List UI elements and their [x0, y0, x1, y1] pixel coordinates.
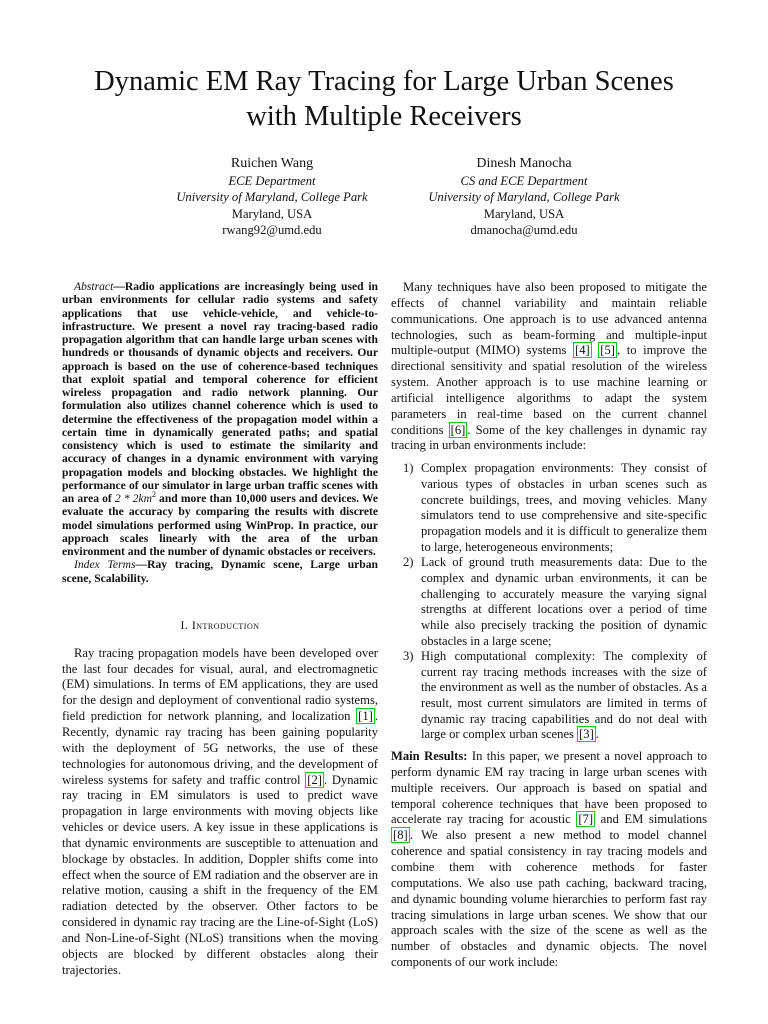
- paragraph-text: Many techniques have also been proposed to mitigate the effects of channel variability and maintain reliable communications. One approach is to use advanced antenna technologies, such as beam-forming and multiple-input multiple-output (MIMO) systems: [391, 280, 707, 358]
- intro-text: . Recently, dynamic ray tracing has been gaining popularity with the deployment of 5G networks, the use of these technologies for autonomous driving, and the development of wireless systems for safety and traffic control: [62, 709, 378, 787]
- list-number: 1): [403, 461, 414, 476]
- mitigation-paragraph: [391, 280, 707, 454]
- author-department: CS and ECE Department: [460, 174, 588, 188]
- title-line-2: with Multiple Receivers: [246, 101, 522, 132]
- main-results-paragraph: [391, 749, 707, 971]
- author-location: Maryland, USA: [231, 206, 313, 221]
- author-email: rwang92@umd.edu: [222, 223, 322, 238]
- paragraph-text: . We also present a new method to model channel coherence and spatial consistency in ray tracing models and combine them with coherence methods for faster computations. We also use path caching, backward tracing, and dynamic bounding volume hierarchies to perform fast ray tracing simulations in large urban scenes. We show that our approach scales with the size of the scene as well as the number of obstacles and dynamic objects. The novel components of our work include:: [391, 828, 707, 970]
- intro-paragraph: [62, 646, 378, 979]
- intro-text: Ray tracing propagation models have been developed over the last four decades for visual, aural, and electromagnetic (EM) simulations. In terms of EM applications, they are used for the design and deployment of conventional radio systems, field prediction for network planning, and localization: [62, 645, 378, 724]
- abstract-math-sup: 2: [151, 490, 156, 500]
- abstract-text-2: and more than 10,000 users and devices. We evaluate the accuracy by comparing the results with discrete model simulations performed using WinProp. In practice, our approach scales linearly with the area of the urban environment and the number of dynamic obstacles or receivers.: [62, 492, 378, 558]
- author-email: dmanocha@umd.edu: [470, 223, 578, 238]
- author-university: University of Maryland, College Park: [428, 190, 620, 205]
- author-location: Maryland, USA: [483, 206, 565, 221]
- citation-link[interactable]: [6]: [450, 422, 466, 437]
- author-name: Ruichen Wang: [230, 156, 314, 171]
- citation-link[interactable]: [4]: [575, 343, 590, 358]
- paragraph-text: . Some of the key challenges in dynamic ray tracing in urban environments include:: [391, 422, 707, 453]
- main-results-label: Main Results:: [391, 749, 468, 764]
- left-column: [62, 280, 378, 978]
- abstract-math: 2 * 2km: [114, 492, 152, 505]
- citation-link[interactable]: [7]: [578, 812, 594, 827]
- paragraph-text: , to improve the directional sensitivity and spatial resolution of the wireless system. Another approach is to use machine learning or artificial intelligence algorithms to adapt the system parameters in real-time based on the current channel conditions: [391, 343, 707, 437]
- list-item: [391, 461, 707, 555]
- citation-link[interactable]: [1]: [358, 709, 373, 724]
- intro-text: . Dynamic ray tracing in EM simulators is used to predict wave propagation in large environments with moving objects like vehicles or device users. A key issue in these applications is that dynamic environments are susceptible to attenuation and blockage by obstacles. In addition, Doppler shifts come into effect when the source of EM radiation and the observer are in relative motion, causing a shift in the frequency of the EM radiation detected by the observer. Other factors to be considered in dynamic ray tracing are the Line-of-Sight (LoS) and Non-Line-of-Sight (NLoS) transitions when the moving objects are blocked by different obstacles along their trajectories.: [62, 772, 378, 977]
- section-heading: [62, 618, 378, 632]
- author-university: University of Maryland, College Park: [176, 190, 368, 205]
- paper-title: [40, 64, 728, 134]
- list-number: 2): [403, 555, 414, 570]
- list-item: [391, 555, 707, 649]
- index-terms-label: Index Terms: [74, 558, 136, 572]
- section-number: I.: [180, 617, 189, 632]
- index-terms: [62, 558, 378, 585]
- citation-link[interactable]: [2]: [307, 772, 322, 787]
- list-text: Complex propagation environments: They consist of various types of obstacles in urban scenes such as concrete buildings, trees, and moving vehicles. Many simulators tend to use comprehensive and site-specific propagation models and it is difficult to generalize them to large, heterogeneous environments;: [421, 461, 707, 554]
- list-item: [391, 649, 707, 743]
- right-column: [391, 280, 707, 971]
- author-name: Dinesh Manocha: [476, 156, 572, 171]
- abstract: [62, 280, 378, 558]
- list-text-tail: .: [595, 727, 599, 742]
- section-title: Introduction: [191, 617, 260, 632]
- list-text: High computational complexity: The complexity of current ray tracing methods increases with the size of the environment as well as the number of obstacles. As a result, most current simulators are limited in terms of dynamic ray tracing capabilities and do not deal with large or complex urban scenes: [421, 649, 707, 742]
- challenges-list: [391, 461, 707, 743]
- author-block-2: [364, 155, 684, 239]
- index-terms-text: —Ray tracing, Dynamic scene, Large urban scene, Scalability.: [62, 558, 378, 585]
- paragraph-text: and EM simulations: [595, 812, 707, 827]
- title-line-1: Dynamic EM Ray Tracing for Large Urban Scenes: [94, 66, 674, 97]
- author-department: ECE Department: [228, 174, 316, 188]
- paragraph-text: In this paper, we present a novel approach to perform dynamic EM ray tracing in large urban scenes with multiple receivers. Our approach is based on spatial and temporal coherence techniques that have been proposed to accelerate ray tracing for acoustic: [391, 749, 708, 827]
- citation-link[interactable]: [8]: [393, 828, 408, 843]
- abstract-text-1: —Radio applications are increasingly being used in urban environments for cellular radio systems and safety applications that use vehicle-vehicle, and vehicle-to-infrastructure. We present a novel ray tracing-based radio propagation algorithm that can handle large urban scenes with hundreds or thousands of dynamic objects and receivers. Our approach is based on the use of coherence-based techniques that exploit spatial and temporal coherence for efficient wireless propagation and radio network planning. Our formulation also utilizes channel coherence which is used to determine the effectiveness of the propagation model within a certain time in dynamically generated paths; and spatial consistency which is used to estimate the similarity and accuracy of changes in a dynamic environment with varying propagation models and blocking obstacles. We highlight the performance of our simulator in large urban traffic scenes with an area of: [62, 280, 378, 505]
- citation-link[interactable]: [5]: [600, 343, 615, 358]
- abstract-label: Abstract: [74, 280, 114, 293]
- citation-link[interactable]: [3]: [579, 727, 594, 742]
- list-text: Lack of ground truth measurements data: Due to the complex and dynamic urban environments, it can be challenging to accurately measure the varying signal strengths at different locations over a period of time while also precisely tracking the position of dynamic obstacles in a large scene;: [421, 555, 707, 648]
- list-number: 3): [403, 649, 414, 664]
